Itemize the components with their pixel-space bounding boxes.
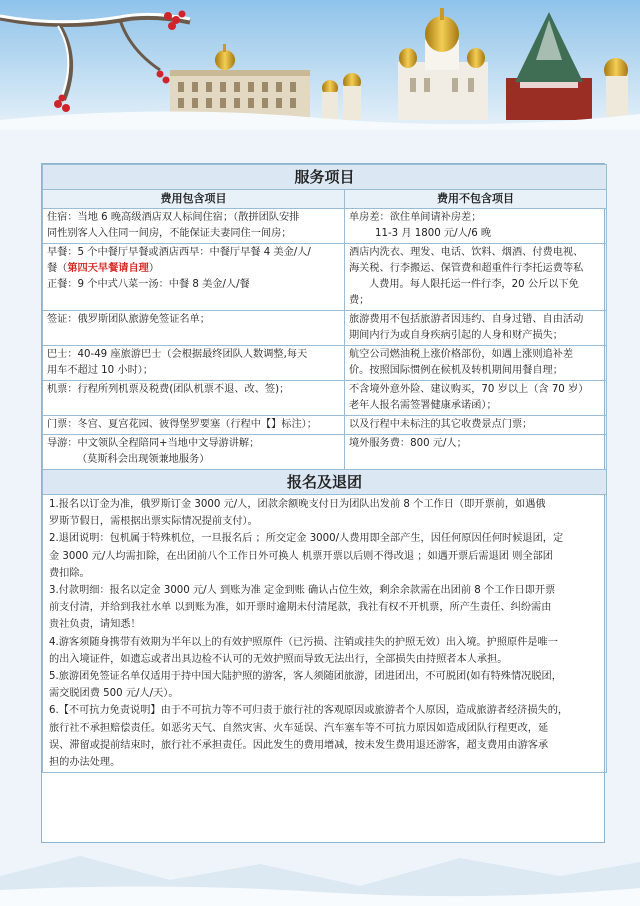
excluded-cell: 单房差：欲住单间请补房差； 11-3 月 1800 元/人/6 晚 — [345, 209, 607, 244]
included-cell: 早餐：5 个中餐厅早餐或酒店西早：中餐厅早餐 4 美金/人/ 餐（第四天早餐请自理） 正餐：9 个中式八菜一汤：中餐 8 美金/人/餐 — [43, 244, 345, 311]
excluded-cell: 以及行程中未标注的其它收费景点门票； — [345, 416, 607, 435]
included-cell: 住宿：当地 6 晚高级酒店双人标间住宿；（散拼团队安排 同性别客人入住同一间房，不能保证夫妻同住一间房； — [43, 209, 345, 244]
included-cell: 导游：中文领队全程陪同+当地中文导游讲解； （莫斯科会出现领兼地服务） — [43, 435, 345, 470]
footer-snow-decoration — [0, 846, 640, 906]
included-cell: 机票：行程所列机票及税费(团队机票不退、改、签)； — [43, 381, 345, 416]
services-title: 服务项目 — [43, 165, 607, 190]
table-row — [43, 244, 607, 311]
excluded-cell: 境外服务费：800 元/人； — [345, 435, 607, 470]
included-cell: 门票：冬宫、夏宫花园、彼得堡罗要塞（行程中【】标注）； — [43, 416, 345, 435]
excluded-cell: 不含境外意外险、建议购买，70 岁以上（含 70 岁） 老年人报名需签署健康承诺函）； — [345, 381, 607, 416]
excluded-cell: 旅游费用不包括旅游者因违约、自身过错、自由活动 期间内行为或自身疾病引起的人身和财产损失； — [345, 311, 607, 346]
included-cell: 巴士：40-49 座旅游巴士（会根据最终团队人数调整,每天 用车不超过 10 小时）； — [43, 346, 345, 381]
table-row — [43, 209, 607, 244]
terms-paragraph: 5.旅游团免签证名单仅适用于持中国大陆护照的游客，客人须随团旅游，团进团出，不可脱团(如有特殊情况脱团， 需交脱团费 500 元/人/天）。 — [49, 671, 562, 700]
table-row — [43, 311, 607, 346]
terms-paragraph: 1.报名以订金为准，俄罗斯订金 3000 元/人，团款余额晚支付日为团队出发前 8 个工作日（即开票前，如遇俄 罗斯节假日，需根据出票实际情况提前支付）。 — [49, 499, 546, 528]
self-pay-breakfast-note: 第四天早餐请自理 — [67, 263, 149, 274]
table-row — [43, 416, 607, 435]
table-row — [43, 381, 607, 416]
table-row — [43, 346, 607, 381]
terms-paragraph: 6.【不可抗力免责说明】由于不可抗力等不可归责于旅行社的客观原因或旅游者个人原因，造成旅游者经济损失的， 旅行社不承担赔偿责任。如恶劣天气、自然灾害、火车延误、汽车塞车等不可抗力原因如造成团队行程更改，延 误、滞留或提前结束时，旅行社不承担责任。因此发生的费用增减，按未发生费用退还游客，超支费用由游客承 担的办法处理。 — [49, 705, 569, 769]
included-column-header: 费用包含项目 — [43, 190, 345, 209]
excluded-column-header: 费用不包含项目 — [345, 190, 607, 209]
services-table — [42, 164, 607, 773]
terms-title: 报名及退团 — [43, 470, 607, 495]
table-row — [43, 435, 607, 470]
terms-paragraph: 4.游客须随身携带有效期为半年以上的有效护照原件（已污损、注销或挂失的护照无效）出入境。护照原件是唯一 的出入境证件，如遗忘或者出具边检不认可的无效护照而导致无法出行，全部损失由持照者本人承担。 — [49, 636, 558, 665]
included-cell: 签证：俄罗斯团队旅游免签证名单； — [43, 311, 345, 346]
header-banner-image — [0, 0, 640, 130]
excluded-cell: 航空公司燃油税上涨价格部份，如遇上涨则追补差 价。按照国际惯例在候机及转机期间用餐自理； — [345, 346, 607, 381]
terms-body — [43, 495, 607, 773]
itinerary-document — [41, 163, 605, 843]
excluded-cell: 酒店内洗衣、理发、电话、饮料、烟酒、付费电视、 海关税、行李搬运、保管费和超重件行李托运费等私 人费用。每人限托运一件行李，20 公斤以下免 费； — [345, 244, 607, 311]
terms-paragraph: 2.退团说明：包机属于特殊机位，一旦报名后 ；所交定金 3000/人费用即全部产生，因任何原因任何时候退团，定 金 3000 元/人均需扣除，在出团前八个工作日外可换人 机票开票以后则不得改退 ；如遇开票后需退团 则全部团 费扣除。 — [49, 533, 564, 579]
terms-paragraph: 3.付款明细：报名以定金 3000 元/人 到账为准 定金到账 确认占位生效，剩余余款需在出团前 8 个工作日即开票 前支付清，并给到我社水单 以到账为准，如开票时逾期未付清尾款，我社有权不开机票，所产生责任、纠纷需由 贵社负责，请知悉！ — [49, 585, 556, 631]
